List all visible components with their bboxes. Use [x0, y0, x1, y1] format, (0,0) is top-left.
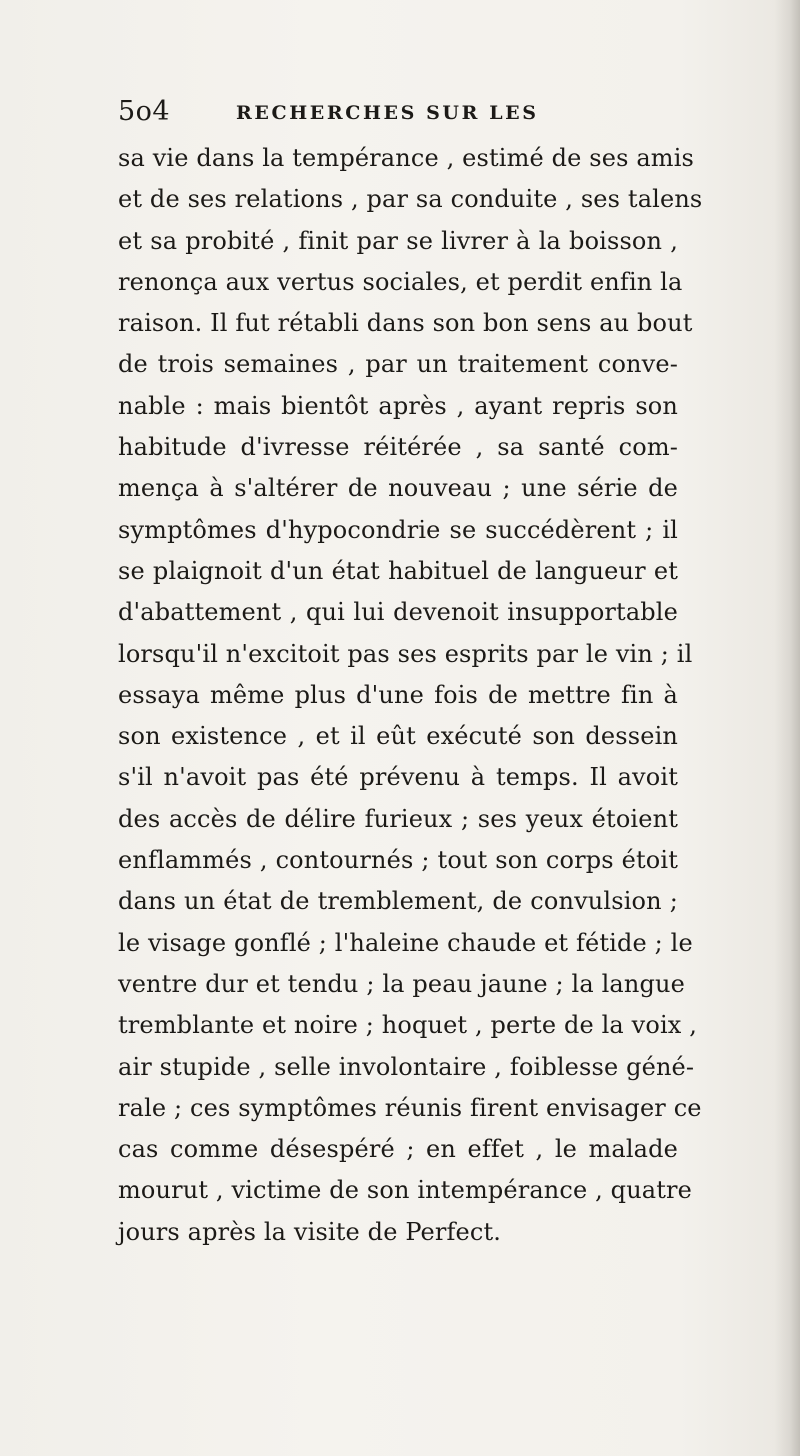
text-line: raison. Il fut rétabli dans son bon sens au bout [118, 309, 693, 338]
text-line: le visage gonflé ; l'haleine chaude et fétide ; le [118, 928, 693, 957]
text-line: mourut , victime de son intempérance , quatre [118, 1176, 693, 1205]
text-line: dans un état de tremblement, de convulsion ; [118, 887, 678, 916]
text-line: habitude d'ivresse réitérée , sa santé com- [118, 433, 678, 462]
text-line: lorsqu'il n'excitoit pas ses esprits par le vin ; il [118, 639, 693, 668]
text-line: s'il n'avoit pas été prévenu à temps. Il avoit [118, 763, 678, 792]
page-header [118, 96, 678, 136]
text-line: se plaignoit d'un état habituel de langueur et [118, 556, 678, 585]
page-number: 5o4 [118, 96, 171, 127]
text-line: enflammés , contournés ; tout son corps étoit [118, 846, 678, 875]
body-text [118, 138, 703, 1253]
text-line: rale ; ces symptômes réunis firent envisager ce [118, 1093, 702, 1122]
text-line: ventre dur et tendu ; la peau jaune ; la langue [118, 969, 685, 998]
text-line: d'abattement , qui lui devenoit insupportable [118, 598, 678, 627]
text-line: nable : mais bientôt après , ayant repris son [118, 391, 678, 420]
text-line: symptômes d'hypocondrie se succédèrent ; il [118, 515, 678, 544]
page-gutter-shadow [774, 0, 800, 1456]
text-line: air stupide , selle involontaire , foiblesse géné- [118, 1052, 695, 1081]
running-head: RECHERCHES SUR LES [236, 102, 539, 124]
text-line: tremblante et noire ; hoquet , perte de la voix , [118, 1011, 698, 1040]
text-line: de trois semaines , par un traitement conve- [118, 350, 678, 379]
text-line: sa vie dans la tempérance , estimé de ses amis [118, 144, 694, 172]
text-line: son existence , et il eût exécuté son dessein [118, 722, 678, 751]
text-line: mença à s'altérer de nouveau ; une série de [118, 474, 678, 503]
text-line: des accès de délire furieux ; ses yeux étoient [118, 804, 678, 833]
text-line: renonça aux vertus sociales, et perdit enfin la [118, 267, 683, 296]
text-line: essaya même plus d'une fois de mettre fin à [118, 680, 678, 709]
text-line: et de ses relations , par sa conduite , ses talens [118, 185, 703, 214]
text-line: et sa probité , finit par se livrer à la boisson , [118, 226, 678, 255]
text-line: cas comme désespéré ; en effet , le malade [118, 1135, 678, 1164]
text-line-last: jours après la visite de Perfect. [118, 1217, 502, 1246]
